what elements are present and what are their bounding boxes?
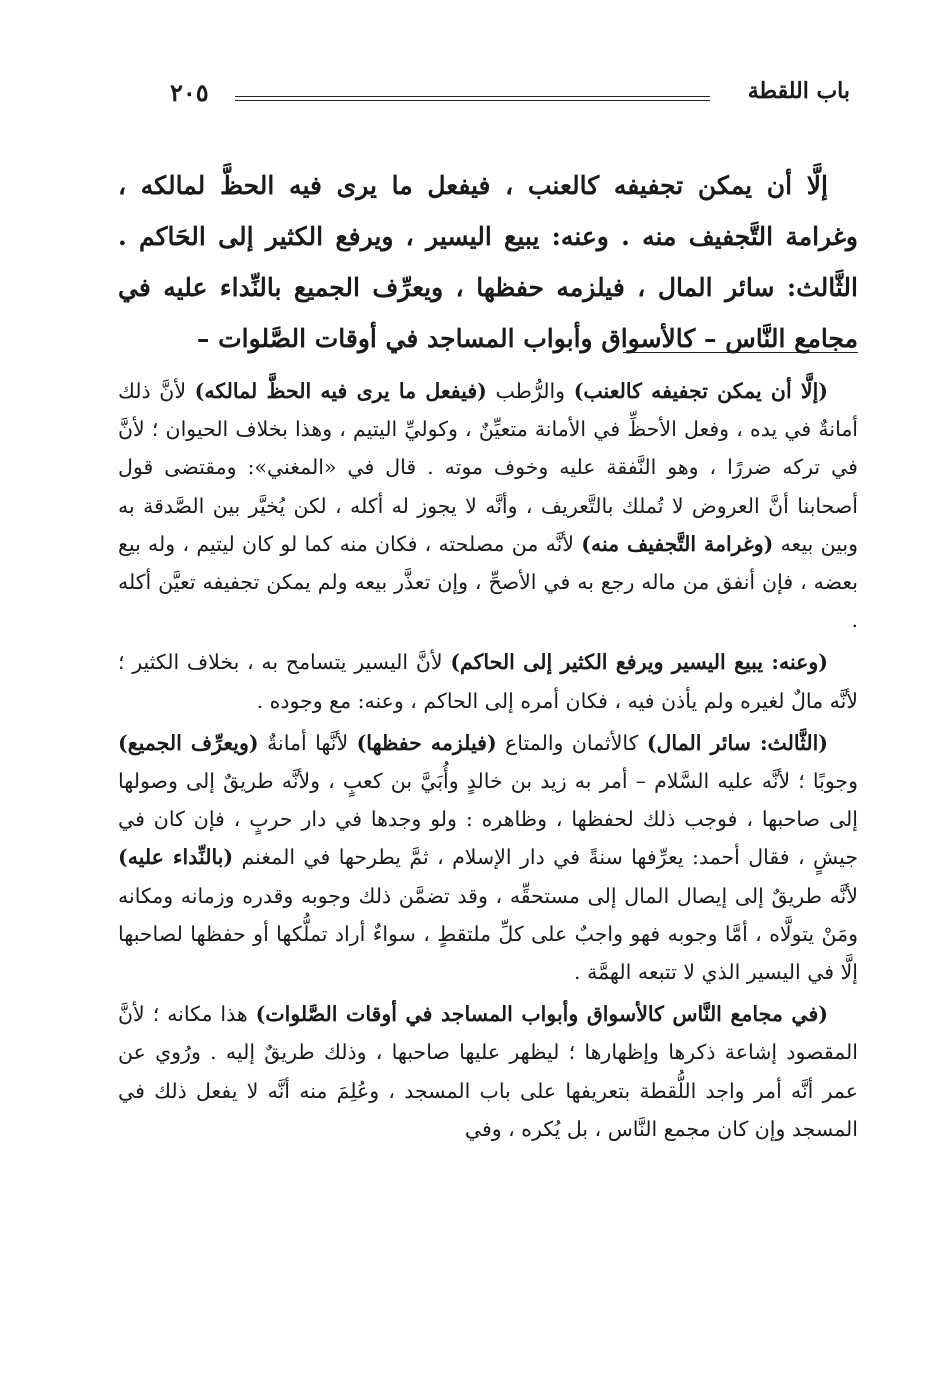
header-rule (235, 96, 710, 97)
footnote-divider (623, 352, 858, 353)
main-text (118, 160, 858, 364)
commentary-text: لأنَّها أمانةٌ (258, 730, 357, 755)
commentary-paragraph-3 (118, 724, 858, 991)
chapter-title: باب اللقطة (747, 78, 850, 104)
commentary (118, 372, 858, 1152)
commentary-text: كالأثمان والمتاع (496, 730, 647, 755)
commentary-paragraph-4 (118, 995, 858, 1148)
commentary-paragraph-2 (118, 643, 858, 719)
page-number: ٢٠٥ (170, 78, 209, 107)
quoted-phrase: (فيفعل ما يرى فيه الحظَّ لمالكه) (194, 379, 487, 403)
quoted-phrase: (إلَّا أن يمكن تجفيفه كالعنب) (573, 379, 828, 403)
quoted-phrase: (ويعرِّف الجميع) (118, 730, 259, 755)
commentary-text: هذا مكانه ؛ لأنَّ المقصود إشاعة ذكرها وإظهارها ؛ ليظهر عليها صاحبها ، وذلك طريقٌ إليه . ورُوي عن عمر أنَّه أمر واجد اللُّقطة بتعريفها على باب المسجد ، وعُلِمَ منه أنَّه لا يفعل ذلك في المسجد وإن كان مجمع النَّاس ، بل يُكره ، وفي (118, 1002, 858, 1141)
commentary-text: لأنَّ ذلك أمانةٌ في يده ، وفعل الأحظِّ في الأمانة متعيِّنٌ ، وكوليِّ اليتيم ، وهذا بخلاف الحيوان ؛ لأنَّ في تركه ضررًا ، وهو النَّفقة عليه وخوف موته . قال في «المغني»: ومقتضى قول أصحابنا أنَّ العروض لا تُملك بالتَّعريف ، وأنَّه لا يجوز له أكله ، لكن يُخيَّر بين الصَّدقة به وبين بيعه (118, 379, 858, 556)
commentary-paragraph-1 (118, 372, 858, 639)
quoted-phrase: (الثَّالث: سائر المال) (646, 730, 828, 755)
quoted-phrase: (وعنه: يبيع اليسير ويرفع الكثير إلى الحاكم) (450, 650, 828, 675)
quoted-phrase: (فيلزمه حفظها) (356, 730, 497, 755)
running-header (130, 78, 850, 118)
quoted-phrase: (في مجامع النَّاس كالأسواق وأبواب المساجد في أوقات الصَّلوات) (255, 1002, 828, 1027)
quoted-phrase: (بالنِّداء عليه) (118, 845, 234, 870)
main-text-paragraph: إلَّا أن يمكن تجفيفه كالعنب ، فيفعل ما يرى فيه الحظَّ لمالكه ، وغرامة التَّجفيف منه . وعنه: يبيع اليسير ، ويرفع الكثير إلى الحَاكم . الثَّالث: سائر المال ، فيلزمه حفظها ، ويعرِّف الجميع بالنِّداء عليه في مجامع النَّاس – كالأسواق وأبواب المساجد في أوقات الصَّلوات – (118, 171, 858, 353)
commentary-text: لأنَّه من مصلحته ، فكان منه كما لو كان ليتيم ، وله بيع بعضه ، فإن أنفق من ماله رجع به في الأصحِّ ، وإن تعذَّر بيعه ولم يمكن تجفيفه تعيَّن أكله . (118, 531, 858, 633)
commentary-text: لأنَّ اليسير يتسامح به ، بخلاف الكثير ؛ لأنَّه مالٌ لغيره ولم يأذن فيه ، فكان أمره إلى الحاكم ، وعنه: مع وجوده . (118, 650, 858, 713)
commentary-text: وجوبًا ؛ لأنَّه عليه السَّلام – أمر به زيد بن خالدٍ وأُبَيَّ بن كعبٍ ، ولأنَّه طريقٌ إلى وصولها إلى صاحبها ، فوجب ذلك لحفظها ، وظاهره : ولو وجدها في دار حربٍ ، فإن كان في جيشٍ ، فقال أحمد: يعرِّفها سنةً في دار الإسلام ، ثمَّ يطرحها في المغنم (118, 769, 858, 870)
commentary-text: والرُّطب (486, 379, 574, 403)
commentary-text: لأنَّه طريقٌ إلى إيصال المال إلى مستحقِّه ، وقد تضمَّن ذلك وجوبه وقدره وزمانه ومكانه ومَنْ يتولَّاه ، أمَّا وجوبه فهو واجبٌ على كلِّ ملتقطٍ ، سواءٌ أراد تملُّكها أو حفظها لصاحبها إلَّا في اليسير الذي لا تتبعه الهمَّة . (118, 883, 858, 985)
header-rule-lower (235, 100, 710, 101)
quoted-phrase: (وغرامة التَّجفيف منه) (581, 531, 774, 556)
